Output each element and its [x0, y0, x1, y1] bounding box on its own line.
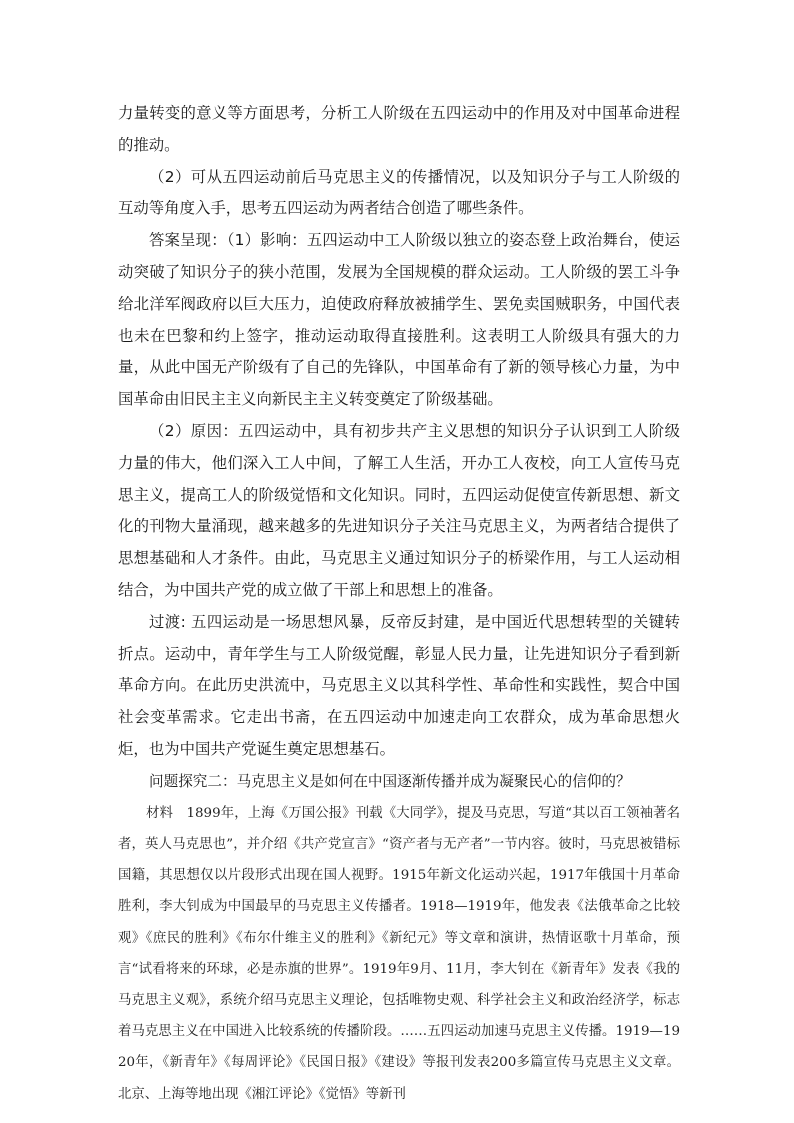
question-heading: 问题探究二：马克思主义是如何在中国逐渐传播并成为凝聚民心的信仰的？: [149, 772, 631, 790]
material-paragraph: 材料 1899年，上海《万国公报》刊载《大同学》，提及马克思，写道“其以百工领袖著名者，英人马克思也”，并介绍《共产党宣言》“资产者与无产者”一节内容。彼时，马克思被错标国籍，其思想仅以片段形式出现在国人视野。1915年新文化运动兴起，1917年俄国十月革命胜利，李大钊成为中国最早的马克思主义传播者。1918—1919年，他发表《法俄革命之比较观》《庶民的胜利》《布尔什维主义的胜利》《新纪元》等文章和演讲，热情讴歌十月革命，预言“试看将来的环球，必是赤旗的世界”。1919年9月、11月，李大钊在《新青年》发表《我的马克思主义观》，系统介绍马克思主义理论，包括唯物史观、科学社会主义和政治经济学，标志着马克思主义在中国进入比较系统的传播阶段。……五四运动加速马克思主义传播。1919—1920年，《新青年》《每周评论》《民国日报》《建设》等报刊发表200多篇宣传马克思主义文章。北京、上海等地出现《湘江评论》《觉悟》等新刊: [118, 805, 680, 1102]
paragraph-answer-1: 答案呈现：（1）影响：五四运动中工人阶级以独立的姿态登上政治舞台，使运动突破了知识分子的狭小范围，发展为全国规模的群众运动。工人阶级的罢工斗争给北洋军阀政府以巨大压力，迫使政府释放被捕学生、罢免卖国贼职务，中国代表也未在巴黎和约上签字，推动运动取得直接胜利。这表明工人阶级具有强大的力量，从此中国无产阶级有了自己的先锋队，中国革命有了新的领导核心力量，为中国革命由旧民主主义向新民主主义转变奠定了阶级基础。: [118, 231, 680, 409]
paragraph-continuation: 力量转变的意义等方面思考，分析工人阶级在五四运动中的作用及对中国革命进程的推动。: [118, 104, 680, 154]
document-body: [118, 98, 680, 1110]
paragraph-hint-2: （2）可从五四运动前后马克思主义的传播情况，以及知识分子与工人阶级的互动等角度入手，思考五四运动为两者结合创造了哪些条件。: [118, 167, 680, 218]
paragraph-answer-2: （2）原因：五四运动中，具有初步共产主义思想的知识分子认识到工人阶级力量的伟大，他们深入工人中间，了解工人生活，开办工人夜校，向工人宣传马克思主义，提高工人的阶级觉悟和文化知识。同时，五四运动促使宣传新思想、新文化的刊物大量涌现，越来越多的先进知识分子关注马克思主义，为两者结合提供了思想基础和人才条件。由此，马克思主义通过知识分子的桥梁作用，与工人运动相结合，为中国共产党的成立做了干部上和思想上的准备。: [118, 421, 680, 599]
paragraph-transition: 过渡: 五四运动是一场思想风暴，反帝反封建，是中国近代思想转型的关键转折点。运动中，青年学生与工人阶级觉醒，彰显人民力量，让先进知识分子看到新革命方向。在此历史洪流中，马克思主义以其科学性、革命性和实践性，契合中国社会变革需求。它走出书斋，在五四运动中加速走向工农群众，成为革命思想火炬，也为中国共产党诞生奠定思想基石。: [118, 612, 680, 758]
